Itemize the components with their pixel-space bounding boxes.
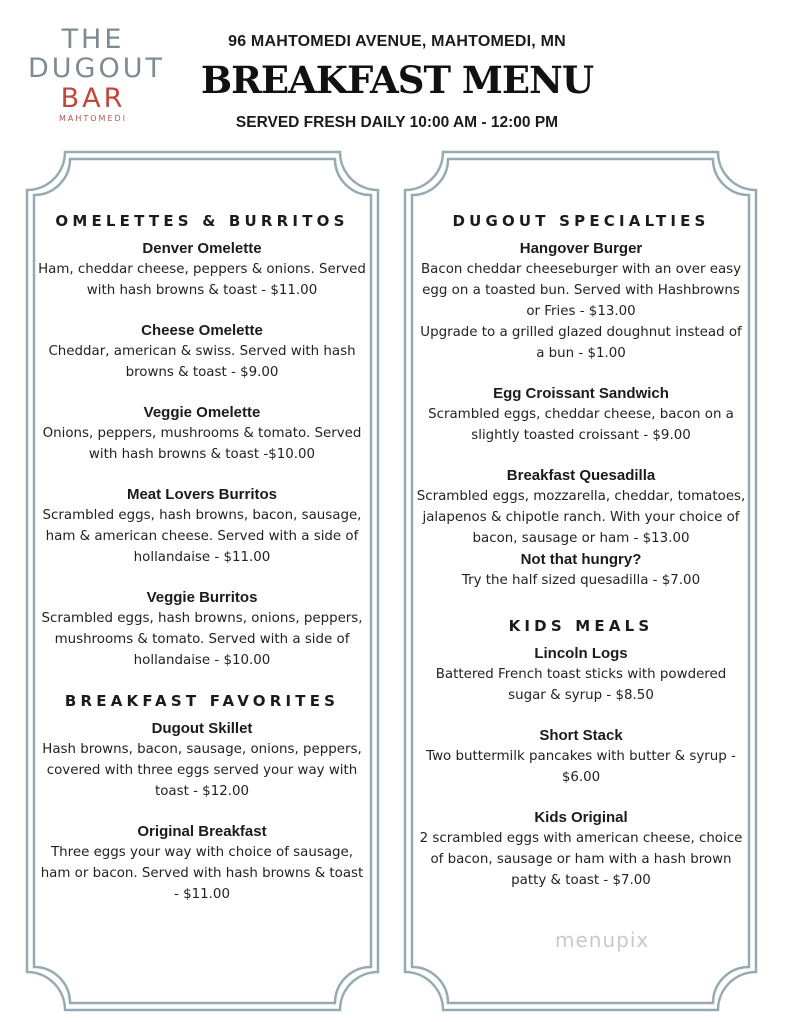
item-description: 2 scrambled eggs with american cheese, choice of bacon, sausage or ham with a hash brown patty & toast - $7.00 xyxy=(419,831,743,888)
watermark: menupix xyxy=(555,928,650,952)
item-name: Egg Croissant Sandwich xyxy=(493,385,669,402)
item-name: Lincoln Logs xyxy=(534,645,628,662)
logo xyxy=(28,24,165,124)
item-name: Meat Lovers Burritos xyxy=(126,486,278,503)
section-title-kids: KIDS MEALS xyxy=(508,617,654,635)
menu-item xyxy=(37,238,367,301)
section-title-specialties: DUGOUT SPECIALTIES xyxy=(452,212,710,230)
item-description: Hash browns, bacon, sausage, onions, peppers, covered with three eggs served your way with toast - $12.00 xyxy=(42,742,362,799)
item-description: Scrambled eggs, hash browns, onions, peppers, mushrooms & tomato. Served with a side of hollandaise - $10.00 xyxy=(41,611,363,668)
section-title-favorites: BREAKFAST FAVORITES xyxy=(64,692,340,710)
item-name: Breakfast Quesadilla xyxy=(506,467,656,484)
item-name: Hangover Burger xyxy=(519,240,643,257)
menu-item xyxy=(416,383,746,446)
item-description: Cheddar, american & swiss. Served with hash browns & toast - $9.00 xyxy=(48,344,356,380)
item-name: Denver Omelette xyxy=(142,240,262,257)
item-description: Scrambled eggs, hash browns, bacon, sausage, ham & american cheese. Served with a side of hollandaise - $11.00 xyxy=(42,508,362,565)
left-column xyxy=(37,210,367,924)
menu-item xyxy=(37,402,367,465)
logo-line-the: THE xyxy=(61,24,125,55)
menu-item xyxy=(37,587,367,671)
logo-line-location: MAHTOMEDI xyxy=(58,114,128,123)
right-column xyxy=(416,210,746,910)
section-title-omelettes: OMELETTES & BURRITOS xyxy=(55,212,349,230)
menu-item xyxy=(37,320,367,383)
menu-item xyxy=(37,718,367,802)
page-title: BREAKFAST MENU xyxy=(200,58,594,102)
item-description: Scrambled eggs, cheddar cheese, bacon on a slightly toasted croissant - $9.00 xyxy=(428,407,734,443)
menu-item xyxy=(416,807,746,891)
item-description: Onions, peppers, mushrooms & tomato. Served with hash browns & toast -$10.00 xyxy=(42,426,362,462)
item-description: Ham, cheddar cheese, peppers & onions. Served with hash browns & toast - $11.00 xyxy=(38,262,366,298)
serving-hours: SERVED FRESH DAILY 10:00 AM - 12:00 PM xyxy=(235,114,559,131)
menu-item xyxy=(416,643,746,706)
address: 96 MAHTOMEDI AVENUE, MAHTOMEDI, MN xyxy=(228,33,566,50)
menu-item xyxy=(416,238,746,364)
logo-line-bar: BAR xyxy=(60,83,126,114)
menu-item xyxy=(416,549,746,591)
item-description: Scrambled eggs, mozzarella, cheddar, tomatoes, jalapenos & chipotle ranch. With your choice of bacon, sausage or ham - $13.00 xyxy=(416,489,746,546)
item-name: Short Stack xyxy=(539,727,623,744)
menu-item xyxy=(416,465,746,549)
item-name: Dugout Skillet xyxy=(151,720,253,737)
item-description: Try the half sized quesadilla - $7.00 xyxy=(461,573,701,588)
logo-line-dugout: DUGOUT xyxy=(28,53,165,84)
menu-item xyxy=(416,725,746,788)
item-name: Not that hungry? xyxy=(520,551,642,568)
item-name: Original Breakfast xyxy=(137,823,267,840)
item-name: Cheese Omelette xyxy=(141,322,263,339)
menu-item xyxy=(37,484,367,568)
item-upgrade-note: Upgrade to a grilled glazed doughnut instead of a bun - $1.00 xyxy=(420,325,742,361)
item-description: Two buttermilk pancakes with butter & syrup - $6.00 xyxy=(426,749,736,785)
item-name: Veggie Burritos xyxy=(146,589,258,606)
item-name: Veggie Omelette xyxy=(143,404,261,421)
item-description: Battered French toast sticks with powdered sugar & syrup - $8.50 xyxy=(435,667,727,703)
item-description: Three eggs your way with choice of sausage, ham or bacon. Served with hash browns & toast - $11.00 xyxy=(40,845,364,902)
menu-item xyxy=(37,821,367,905)
item-name: Kids Original xyxy=(534,809,628,826)
item-description: Bacon cheddar cheeseburger with an over easy egg on a toasted bun. Served with Hashbrowns or Fries - $13.00 xyxy=(420,262,742,319)
